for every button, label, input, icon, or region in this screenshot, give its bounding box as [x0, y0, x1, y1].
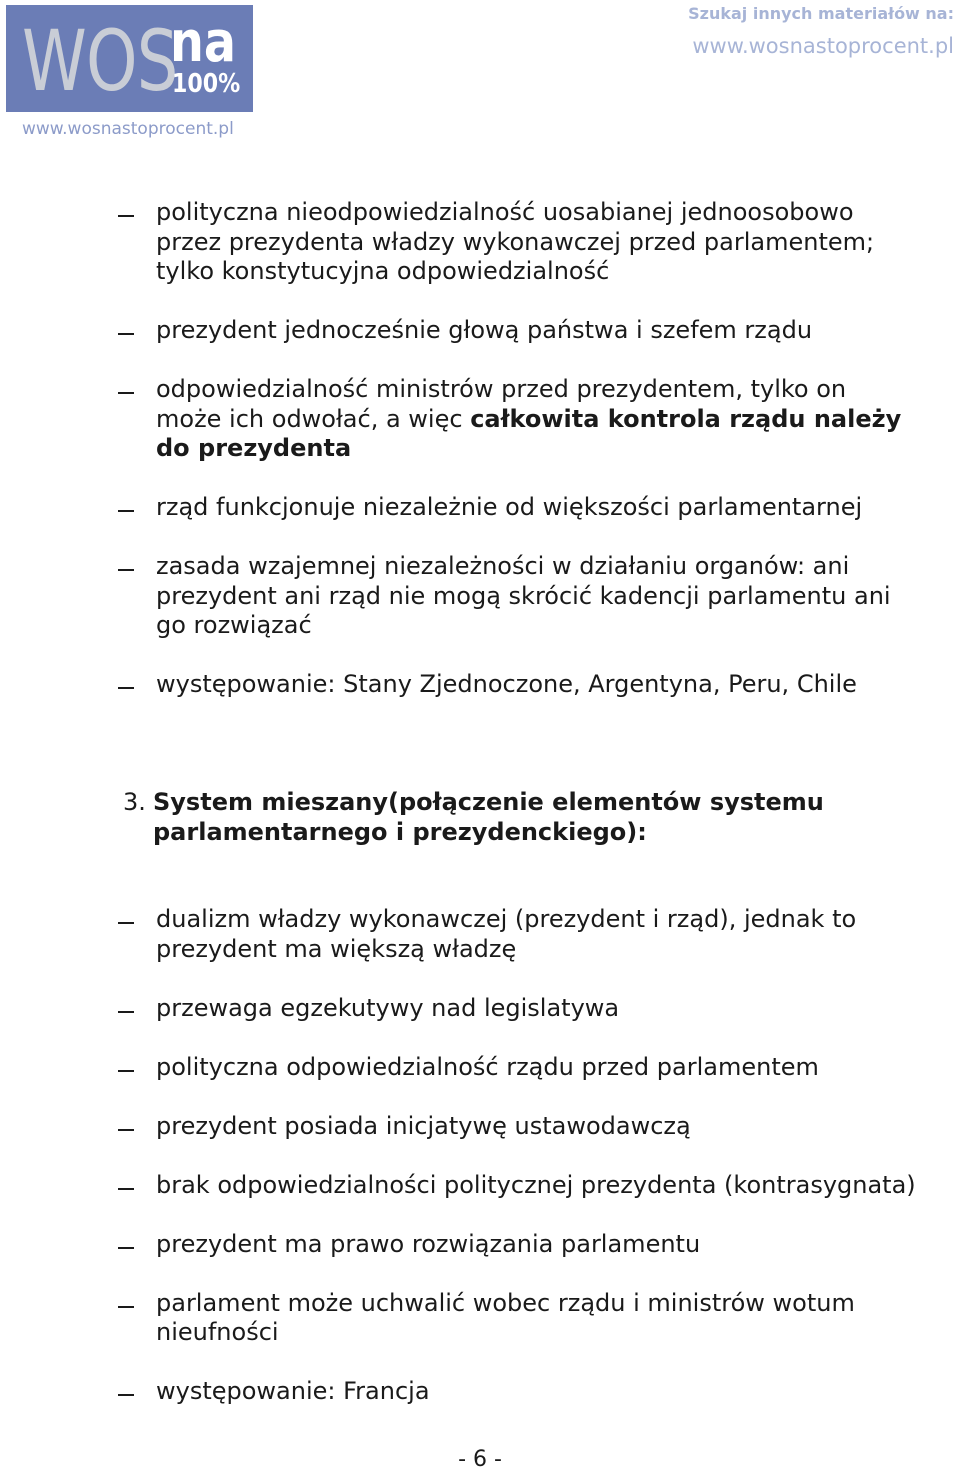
- dash-bullet: [118, 1394, 134, 1396]
- dash-bullet: [118, 333, 134, 335]
- dash-bullet: [118, 1306, 134, 1308]
- dash-bullet: [118, 569, 134, 571]
- search-url-link[interactable]: www.wosnastoprocent.pl: [692, 34, 954, 58]
- list-item: [0, 1171, 960, 1201]
- list-item: [0, 905, 960, 964]
- list-item-text: występowanie: Francja: [156, 1377, 430, 1405]
- section-number: 3.: [123, 788, 146, 816]
- dash-bullet: [118, 1070, 134, 1072]
- list-item: [0, 1377, 960, 1407]
- dash-bullet: [118, 510, 134, 512]
- list-item-text: dualizm władzy wykonawczej (prezydent i rząd), jednak to prezydent ma większą władzę: [156, 905, 857, 963]
- list-item: [0, 670, 960, 700]
- list-item-text: prezydent posiada inicjatywę ustawodawczą: [156, 1111, 691, 1140]
- list-item-text-plain: rząd funkcjonuje niezależnie od większości parlamentarnej: [156, 493, 863, 521]
- list-item-text: prezydent ma prawo rozwiązania parlamentu: [156, 1229, 701, 1258]
- presidential-system-list: [0, 198, 960, 729]
- dash-bullet: [118, 1247, 134, 1249]
- mixed-system-list: [0, 905, 960, 1436]
- list-item-text-plain: prezydent jednocześnie głową państwa i szefem rządu: [156, 316, 813, 344]
- list-item-text: [156, 375, 956, 464]
- dash-bullet: [118, 1011, 134, 1013]
- dash-bullet: [118, 215, 134, 217]
- list-item-text: [156, 552, 956, 641]
- site-logo[interactable]: [6, 5, 253, 112]
- logo-url[interactable]: www.wosnastoprocent.pl: [22, 119, 234, 139]
- list-item-text: przewaga egzekutywy nad legislatywa: [156, 993, 620, 1022]
- list-item: [0, 493, 960, 523]
- list-item: [0, 994, 960, 1024]
- list-item: [0, 198, 960, 287]
- section-heading: [0, 788, 960, 847]
- list-item-text-bold: całkowita kontrola rządu należy do prezydenta: [156, 404, 902, 462]
- list-item-text: [156, 493, 956, 523]
- list-item-text-plain: występowanie: Stany Zjednoczone, Argentyna, Peru, Chile: [156, 670, 857, 698]
- dash-bullet: [118, 1188, 134, 1190]
- dash-bullet: [118, 687, 134, 689]
- list-item: [0, 1053, 960, 1083]
- list-item-text-plain: polityczna nieodpowiedzialność uosabianej jednoosobowo przez prezydenta władzy wykonawczej przed parlamentem; tylko konstytucyjna odpowiedzialność: [156, 198, 875, 285]
- dash-bullet: [118, 392, 134, 394]
- logo-percent-text: 100%: [172, 69, 241, 99]
- list-item: [0, 1112, 960, 1142]
- list-item-text: polityczna odpowiedzialność rządu przed parlamentem: [156, 1052, 819, 1081]
- search-title: Szukaj innych materiałów na:: [688, 4, 954, 23]
- list-item: [0, 375, 960, 464]
- logo-na-text: na: [170, 10, 237, 75]
- dash-bullet: [118, 922, 134, 924]
- list-item: [0, 1230, 960, 1260]
- list-item: [0, 552, 960, 641]
- list-item-text-plain: zasada wzajemnej niezależności w działaniu organów: ani prezydent ani rząd nie mogą skrócić kadencji parlamentu ani go rozwiązać: [156, 552, 891, 639]
- list-item: [0, 1289, 960, 1348]
- section-title: System mieszany(połączenie elementów systemu parlamentarnego i prezydenckiego):: [153, 788, 824, 846]
- list-item-text: brak odpowiedzialności politycznej prezydenta (kontrasygnata): [156, 1170, 916, 1199]
- list-item-text: [156, 198, 956, 287]
- dash-bullet: [118, 1129, 134, 1131]
- logo-wos-text: WOS: [22, 12, 178, 110]
- list-item-text: [156, 670, 956, 700]
- list-item-text: [156, 316, 956, 346]
- list-item-text-plain: odpowiedzialność ministrów przed prezydentem, tylko on może ich odwołać, a więc: [156, 375, 847, 433]
- list-item-text: parlament może uchwalić wobec rządu i ministrów wotum nieufności: [156, 1288, 855, 1346]
- page-number: - 6 -: [458, 1447, 502, 1472]
- list-item: [0, 316, 960, 346]
